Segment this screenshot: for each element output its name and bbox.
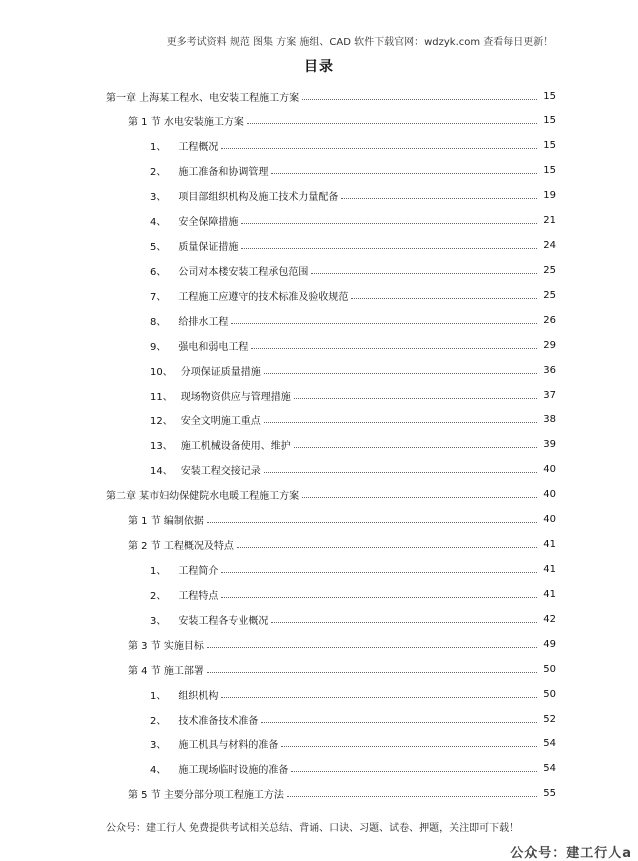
dot-leader — [264, 373, 537, 374]
dot-leader — [241, 248, 537, 249]
dot-leader — [247, 123, 537, 124]
toc-entry-number: 2、 — [150, 715, 167, 727]
toc-entry-page: 19 — [543, 190, 556, 202]
toc-entry-title: 安装工程交接记录 — [180, 466, 261, 478]
dot-leader — [261, 722, 537, 723]
dot-leader — [241, 223, 537, 224]
toc-entry[interactable] — [0, 462, 638, 478]
dot-leader — [221, 597, 537, 598]
toc-entry-page: 24 — [543, 240, 556, 252]
footer-note: 公众号：建工行人 免费提供考试相关总结、背诵、口诀、习题、试卷、押题，关注即可下载！ — [106, 823, 520, 834]
toc-entry-page: 37 — [543, 389, 556, 401]
dot-leader — [221, 148, 537, 149]
toc-entry-number: 4、 — [150, 217, 167, 229]
toc-entry-page: 54 — [543, 738, 556, 750]
toc-entry-number: 1、 — [150, 565, 167, 577]
toc-entry-page: 42 — [543, 613, 556, 625]
toc-entry-number: 2、 — [150, 590, 167, 602]
dot-leader — [294, 447, 537, 448]
toc-entry[interactable] — [0, 611, 638, 627]
toc-entry[interactable] — [0, 512, 638, 528]
toc-entry-number: 7、 — [150, 291, 167, 303]
toc-entry-title: 施工机械设备使用、维护 — [180, 441, 291, 453]
toc-entry-page: 41 — [543, 539, 556, 551]
toc-entry[interactable] — [0, 362, 638, 378]
dot-leader — [311, 273, 537, 274]
toc-entry-title: 工程施工应遵守的技术标准及验收规范 — [178, 291, 349, 303]
toc-entry-title: 第 4 节 施工部署 — [128, 665, 204, 677]
toc-entry-title: 第 2 节 工程概况及特点 — [128, 541, 234, 553]
toc-entry-title: 给排水工程 — [178, 316, 229, 328]
toc-entry-title: 第 1 节 水电安装施工方案 — [128, 117, 244, 129]
toc-entry-number: 8、 — [150, 316, 167, 328]
toc-entry-page: 49 — [543, 638, 556, 650]
toc-entry-title: 第 3 节 实施目标 — [128, 640, 204, 652]
toc-entry[interactable] — [0, 188, 638, 204]
toc-entry-number: 5、 — [150, 242, 167, 254]
toc-entry-number: 3、 — [150, 615, 167, 627]
toc-entry-title: 施工现场临时设施的准备 — [178, 765, 289, 777]
header-note: 更多考试资料 规范 图集 方案 施组、CAD 软件下载官网：wdzyk.com 查看每日更新！ — [166, 37, 554, 48]
toc-entry[interactable] — [0, 213, 638, 229]
dot-leader — [341, 198, 537, 199]
toc-entry-number: 9、 — [150, 341, 167, 353]
toc-entry-title: 安装工程各专业概况 — [178, 615, 269, 627]
toc-entry-title: 工程特点 — [178, 590, 219, 602]
toc-entry-title: 第二章 某市妇幼保健院水电暖工程施工方案 — [106, 491, 300, 503]
dot-leader — [271, 622, 537, 623]
toc-entry[interactable] — [0, 387, 638, 403]
toc-entry-page: 50 — [543, 663, 556, 675]
toc-entry-page: 41 — [543, 588, 556, 600]
dot-leader — [251, 348, 537, 349]
toc-entry-title: 工程简介 — [178, 565, 219, 577]
toc-entry-title: 现场物资供应与管理措施 — [180, 391, 291, 403]
dot-leader — [264, 422, 537, 423]
toc-entry[interactable] — [0, 412, 638, 428]
dot-leader — [287, 796, 537, 797]
dot-leader — [237, 547, 537, 548]
page-title: 目录 — [304, 59, 334, 75]
toc-entry[interactable] — [0, 113, 638, 129]
dot-leader — [207, 647, 537, 648]
toc-entry-page: 52 — [543, 713, 556, 725]
dot-leader — [294, 398, 537, 399]
toc-entry-title: 安全文明施工重点 — [180, 416, 261, 428]
toc-entry-title: 项目部组织机构及施工技术力量配备 — [178, 192, 339, 204]
toc-entry-number: 12、 — [150, 416, 173, 428]
toc-entry-page: 25 — [543, 289, 556, 301]
dot-leader — [302, 99, 537, 100]
toc-entry-page: 50 — [543, 688, 556, 700]
dot-leader — [264, 472, 537, 473]
toc-entry[interactable] — [0, 337, 638, 353]
toc-entry-number: 1、 — [150, 690, 167, 702]
toc-entry-number: 1、 — [150, 142, 167, 154]
toc-entry[interactable] — [0, 437, 638, 453]
toc-entry-page: 15 — [543, 90, 556, 102]
toc-entry-title: 安全保障措施 — [178, 217, 239, 229]
toc-entry-number: 11、 — [150, 391, 173, 403]
toc-entry[interactable] — [0, 88, 638, 104]
toc-entry[interactable] — [0, 537, 638, 553]
toc-entry[interactable] — [0, 661, 638, 677]
toc-entry[interactable] — [0, 711, 638, 727]
toc-entry[interactable] — [0, 586, 638, 602]
toc-entry-page: 15 — [543, 140, 556, 152]
toc-entry-page: 38 — [543, 414, 556, 426]
dot-leader — [221, 572, 537, 573]
toc-entry-title: 公司对本楼安装工程承包范围 — [178, 266, 309, 278]
toc-entry[interactable] — [0, 636, 638, 652]
toc-entry[interactable] — [0, 138, 638, 154]
toc-entry[interactable] — [0, 686, 638, 702]
toc-entry[interactable] — [0, 262, 638, 278]
toc-entry[interactable] — [0, 561, 638, 577]
toc-entry-title: 施工机具与材料的准备 — [178, 740, 279, 752]
dot-leader — [281, 746, 537, 747]
toc-entry-page: 54 — [543, 763, 556, 775]
toc-entry-title: 第 1 节 编制依据 — [128, 516, 204, 528]
toc-entry-title: 分项保证质量措施 — [180, 366, 261, 378]
toc-entry-page: 40 — [543, 489, 556, 501]
toc-entry-title: 施工准备和协调管理 — [178, 167, 269, 179]
toc-entry-title: 强电和弱电工程 — [178, 341, 249, 353]
toc-entry-page: 15 — [543, 115, 556, 127]
toc-entry-number: 14、 — [150, 466, 173, 478]
toc-entry-page: 15 — [543, 165, 556, 177]
toc-entry-page: 40 — [543, 464, 556, 476]
dot-leader — [221, 697, 537, 698]
dot-leader — [231, 323, 537, 324]
toc-entry-page: 25 — [543, 264, 556, 276]
toc-entry-number: 10、 — [150, 366, 173, 378]
watermark-text: 公众号：建工行人a — [510, 846, 632, 861]
toc-entry-number: 3、 — [150, 740, 167, 752]
toc-entry[interactable] — [0, 487, 638, 503]
toc-entry-title: 第一章 上海某工程水、电安装工程施工方案 — [106, 92, 300, 104]
toc-entry-title: 工程概况 — [178, 142, 219, 154]
toc-entry[interactable] — [0, 287, 638, 303]
toc-entry-number: 4、 — [150, 765, 167, 777]
dot-leader — [291, 771, 537, 772]
toc-entry[interactable] — [0, 163, 638, 179]
toc-entry[interactable] — [0, 761, 638, 777]
toc-entry-page: 40 — [543, 514, 556, 526]
toc-entry[interactable] — [0, 238, 638, 254]
dot-leader — [351, 298, 537, 299]
dot-leader — [271, 173, 537, 174]
toc-entry-title: 质量保证措施 — [178, 242, 239, 254]
toc-entry-title: 组织机构 — [178, 690, 219, 702]
toc-entry-number: 13、 — [150, 441, 173, 453]
toc-entry-number: 3、 — [150, 192, 167, 204]
toc-entry-title: 技术准备技术准备 — [178, 715, 259, 727]
toc-entry-page: 36 — [543, 364, 556, 376]
toc-entry-page: 21 — [543, 215, 556, 227]
toc-entry-page: 39 — [543, 439, 556, 451]
toc-entry-number: 6、 — [150, 266, 167, 278]
dot-leader — [207, 522, 537, 523]
toc-entry-page: 26 — [543, 314, 556, 326]
dot-leader — [207, 672, 537, 673]
dot-leader — [302, 497, 537, 498]
toc-entry-number: 2、 — [150, 167, 167, 179]
toc-entry[interactable] — [0, 312, 638, 328]
toc-entry[interactable] — [0, 736, 638, 752]
toc-entry-page: 29 — [543, 339, 556, 351]
toc-entry[interactable] — [0, 786, 638, 802]
toc-entry-page: 55 — [543, 788, 556, 800]
toc-entry-page: 41 — [543, 563, 556, 575]
toc-entry-title: 第 5 节 主要分部分项工程施工方法 — [128, 790, 284, 802]
